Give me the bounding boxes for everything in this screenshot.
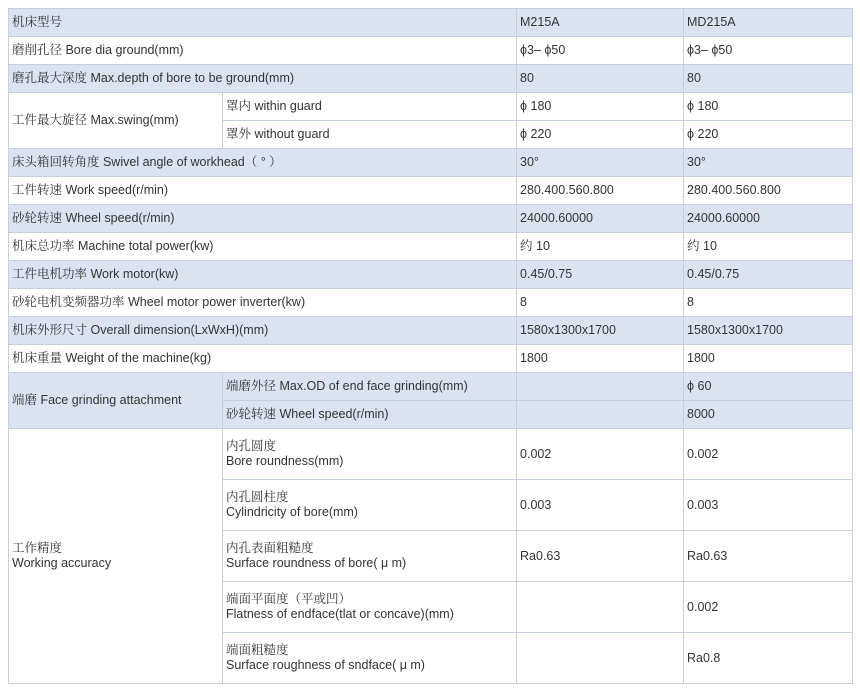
row-label: 工件最大旋径 Max.swing(mm)	[9, 93, 223, 149]
table-row	[9, 261, 853, 289]
row-label: 砂轮电机变频器功率 Wheel motor power inverter(kw)	[9, 289, 517, 317]
row-label	[9, 429, 223, 684]
value-m215a: 280.400.560.800	[517, 177, 684, 205]
table-row	[9, 93, 853, 121]
sub-label-cn: 端面平面度（平或凹）	[226, 592, 352, 606]
row-label: 磨削孔径 Bore dia ground(mm)	[9, 37, 517, 65]
table-row	[9, 177, 853, 205]
table-header-row	[9, 9, 853, 37]
value-m215a: ϕ 220	[517, 121, 684, 149]
row-label: 机床外形尺寸 Overall dimension(LxWxH)(mm)	[9, 317, 517, 345]
table-row	[9, 205, 853, 233]
value-md215a: 0.002	[684, 429, 853, 480]
value-md215a: 8000	[684, 401, 853, 429]
sub-label: 罩外 without guard	[223, 121, 517, 149]
row-label: 工件转速 Work speed(r/min)	[9, 177, 517, 205]
sub-label-en: Bore roundness(mm)	[226, 454, 344, 468]
table-row	[9, 373, 853, 401]
table-row	[9, 37, 853, 65]
sub-label-en: Surface roughness of sndface( μ m)	[226, 658, 425, 672]
sub-label	[223, 429, 517, 480]
value-md215a: ϕ 60	[684, 373, 853, 401]
value-m215a: 1800	[517, 345, 684, 373]
table-row	[9, 233, 853, 261]
sub-label-cn: 端面粗糙度	[226, 643, 289, 657]
model-label: 机床型号	[9, 9, 517, 37]
value-md215a: 30°	[684, 149, 853, 177]
row-label-cn: 工作精度	[12, 541, 63, 555]
row-label-en: Working accuracy	[12, 556, 112, 570]
row-label: 工件电机功率 Work motor(kw)	[9, 261, 517, 289]
table-row	[9, 289, 853, 317]
sub-label-en: Cylindricity of bore(mm)	[226, 505, 358, 519]
row-label: 机床重量 Weight of the machine(kg)	[9, 345, 517, 373]
sub-label-cn: 内孔圆度	[226, 439, 277, 453]
model-md215a: MD215A	[684, 9, 853, 37]
row-label: 机床总功率 Machine total power(kw)	[9, 233, 517, 261]
value-m215a	[517, 401, 684, 429]
value-m215a: ϕ3– ϕ50	[517, 37, 684, 65]
value-md215a: ϕ 180	[684, 93, 853, 121]
sub-label	[223, 582, 517, 633]
sub-label-cn: 内孔圆柱度	[226, 490, 289, 504]
value-m215a: ϕ 180	[517, 93, 684, 121]
table-row	[9, 317, 853, 345]
row-label: 磨孔最大深度 Max.depth of bore to be ground(mm)	[9, 65, 517, 93]
value-m215a: 8	[517, 289, 684, 317]
row-label: 端磨 Face grinding attachment	[9, 373, 223, 429]
sub-label: 砂轮转速 Wheel speed(r/min)	[223, 401, 517, 429]
value-md215a: 80	[684, 65, 853, 93]
sub-label	[223, 633, 517, 684]
value-m215a: 80	[517, 65, 684, 93]
value-md215a: 1580x1300x1700	[684, 317, 853, 345]
sub-label-en: Flatness of endface(tlat or concave)(mm)	[226, 607, 454, 621]
value-md215a: Ra0.63	[684, 531, 853, 582]
model-m215a: M215A	[517, 9, 684, 37]
value-md215a: 0.002	[684, 582, 853, 633]
value-m215a: 0.45/0.75	[517, 261, 684, 289]
row-label: 床头箱回转角度 Swivel angle of workhead（ ° ）	[9, 149, 517, 177]
value-m215a	[517, 633, 684, 684]
table-row	[9, 345, 853, 373]
value-m215a: Ra0.63	[517, 531, 684, 582]
sub-label	[223, 480, 517, 531]
value-md215a: 280.400.560.800	[684, 177, 853, 205]
sub-label: 端磨外径 Max.OD of end face grinding(mm)	[223, 373, 517, 401]
table-row	[9, 149, 853, 177]
value-md215a: 0.45/0.75	[684, 261, 853, 289]
value-m215a: 30°	[517, 149, 684, 177]
sub-label-cn: 内孔表面粗糙度	[226, 541, 314, 555]
value-m215a: 24000.60000	[517, 205, 684, 233]
value-md215a: 1800	[684, 345, 853, 373]
value-md215a: 约 10	[684, 233, 853, 261]
value-md215a: 8	[684, 289, 853, 317]
value-md215a: 24000.60000	[684, 205, 853, 233]
table-row	[9, 429, 853, 480]
value-m215a: 0.003	[517, 480, 684, 531]
value-m215a: 约 10	[517, 233, 684, 261]
value-md215a: ϕ3– ϕ50	[684, 37, 853, 65]
value-md215a: Ra0.8	[684, 633, 853, 684]
value-m215a	[517, 582, 684, 633]
sub-label: 罩内 within guard	[223, 93, 517, 121]
table-row	[9, 65, 853, 93]
sub-label-en: Surface roundness of bore( μ m)	[226, 556, 407, 570]
sub-label	[223, 531, 517, 582]
value-md215a: ϕ 220	[684, 121, 853, 149]
value-md215a: 0.003	[684, 480, 853, 531]
row-label: 砂轮转速 Wheel speed(r/min)	[9, 205, 517, 233]
value-m215a	[517, 373, 684, 401]
value-m215a: 0.002	[517, 429, 684, 480]
value-m215a: 1580x1300x1700	[517, 317, 684, 345]
spec-table	[8, 8, 853, 684]
